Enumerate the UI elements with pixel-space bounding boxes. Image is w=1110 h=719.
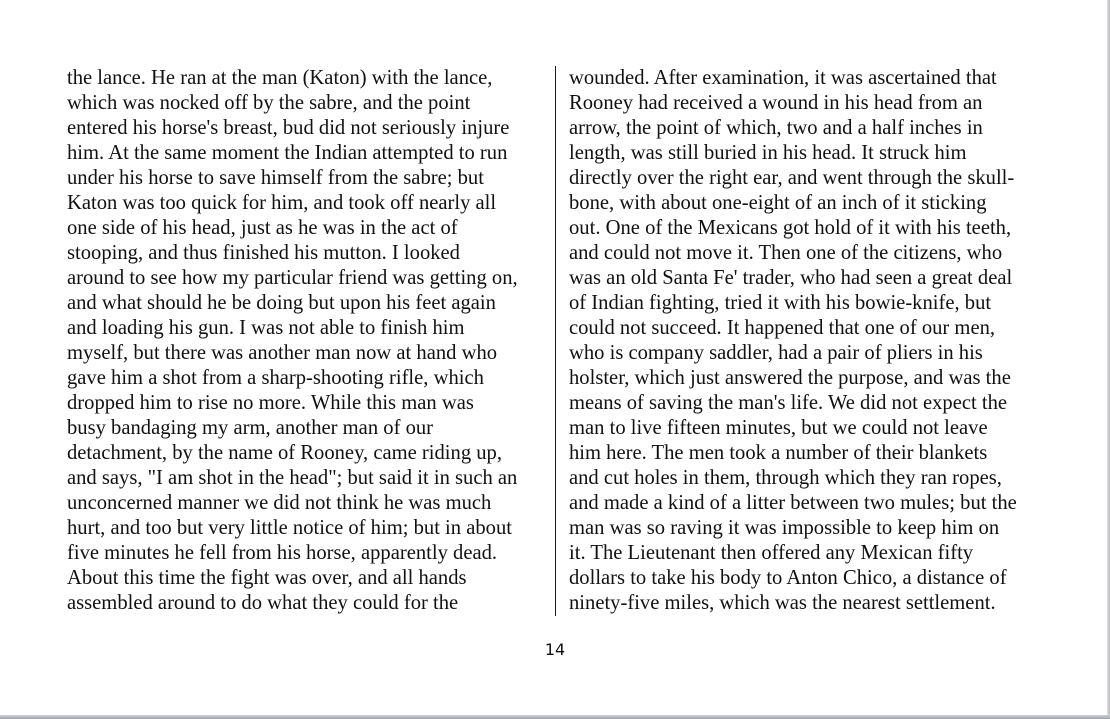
text-line: and loading his gun. I was not able to finish him — [67, 317, 465, 339]
text-line: who is company saddler, had a pair of pliers in his — [569, 342, 983, 364]
text-line: could not succeed. It happened that one of our men, — [569, 317, 996, 339]
text-line: wounded. After examination, it was ascertained that — [569, 67, 997, 89]
text-line: of Indian fighting, tried it with his bowie-knife, but — [569, 292, 992, 314]
text-line: length, was still buried in his head. It struck him — [569, 142, 967, 164]
text-line: ninety-five miles, which was the nearest settlement. — [569, 592, 996, 614]
text-line: directly over the right ear, and went through the skull- — [569, 167, 1015, 189]
text-line: assembled around to do what they could for the — [67, 592, 459, 614]
text-line: around to see how my particular friend was getting on, — [67, 267, 518, 289]
left-text-column — [67, 66, 552, 616]
text-line: the lance. He ran at the man (Katon) with the lance, — [67, 67, 493, 89]
text-line: him here. The men took a number of their blankets — [569, 442, 988, 464]
text-line: detachment, by the name of Rooney, came riding up, — [67, 442, 503, 464]
text-line: means of saving the man's life. We did not expect the — [569, 392, 1008, 414]
column-divider — [555, 66, 556, 616]
text-line: it. The Lieutenant then offered any Mexican fifty — [569, 542, 974, 564]
text-line: five minutes he fell from his horse, apparently dead. — [67, 542, 498, 564]
text-line: myself, but there was another man now at hand who — [67, 342, 498, 364]
text-line: dropped him to rise no more. While this man was — [67, 392, 474, 414]
text-line: holster, which just answered the purpose, and was the — [569, 367, 1011, 389]
text-line: and cut holes in them, through which they ran ropes, — [569, 467, 1002, 489]
text-line: About this time the fight was over, and all hands — [67, 567, 467, 589]
text-line: and what should he be doing but upon his feet again — [67, 292, 496, 314]
text-line: one side of his head, just as he was in the act of — [67, 217, 458, 239]
text-line: arrow, the point of which, two and a half inches in — [569, 117, 983, 139]
viewer-bottom-edge — [0, 715, 1110, 719]
text-line: entered his horse's breast, bud did not seriously injure — [67, 117, 510, 139]
page-number: 14 — [544, 640, 566, 659]
text-line: Rooney had received a wound in his head from an — [569, 92, 983, 114]
right-text-column — [569, 66, 1049, 616]
text-line: hurt, and too but very little notice of him; but in about — [67, 517, 512, 539]
text-line: man was so raving it was impossible to keep him on — [569, 517, 1000, 539]
text-line: man to live fifteen minutes, but we could not leave — [569, 417, 988, 439]
text-line: stooping, and thus finished his mutton. I looked — [67, 242, 460, 264]
text-line: under his horse to save himself from the sabre; but — [67, 167, 484, 189]
text-line: unconcerned manner we did not think he was much — [67, 492, 492, 514]
text-line: him. At the same moment the Indian attempted to run — [67, 142, 508, 164]
text-line: and says, "I am shot in the head"; but said it in such an — [67, 467, 518, 489]
text-line: and made a kind of a litter between two mules; but the — [569, 492, 1017, 514]
text-line: out. One of the Mexicans got hold of it with his teeth, — [569, 217, 1012, 239]
text-line: was an old Santa Fe' trader, who had seen a great deal — [569, 267, 1013, 289]
text-line: dollars to take his body to Anton Chico, a distance of — [569, 567, 1007, 589]
text-line: Katon was too quick for him, and took off nearly all — [67, 192, 497, 214]
text-line: busy bandaging my arm, another man of our — [67, 417, 434, 439]
text-line: bone, with about one-eight of an inch of it sticking — [569, 192, 987, 214]
text-line: which was nocked off by the sabre, and the point — [67, 92, 471, 114]
text-line: and could not move it. Then one of the citizens, who — [569, 242, 1003, 264]
text-line: gave him a shot from a sharp-shooting rifle, which — [67, 367, 484, 389]
